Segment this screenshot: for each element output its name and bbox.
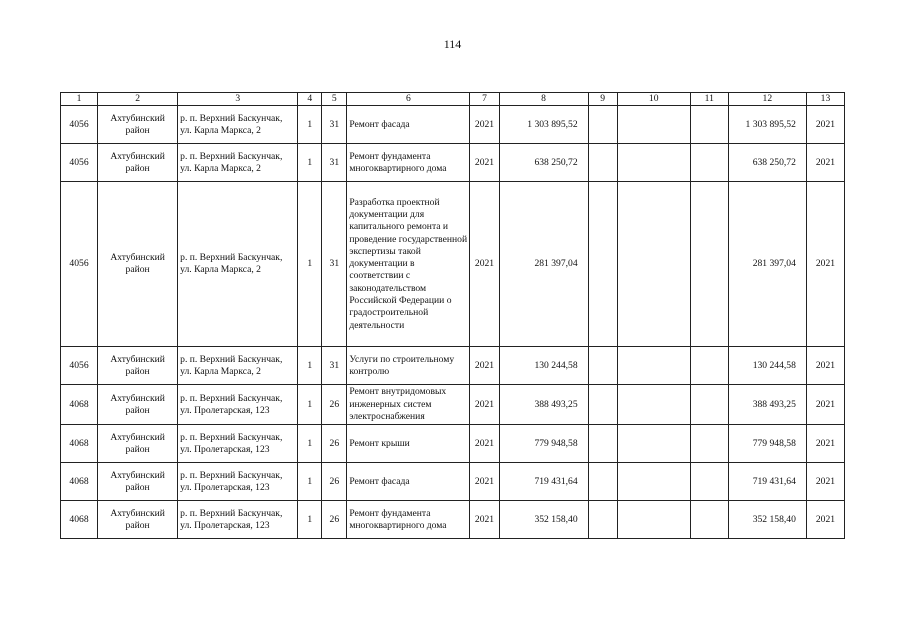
- table-row: [61, 106, 845, 144]
- table-row: [61, 144, 845, 182]
- cell-work-type: Разработка проектной документации для капитального ремонта и проведение государственной экспертизы такой документации в соответствии с законодательством Российской Федерации о градостроительной деятельности: [347, 182, 470, 347]
- cell-empty-11: [690, 182, 728, 347]
- cell-object-id: 4068: [61, 501, 98, 539]
- cell-district: Ахтубинский район: [98, 425, 178, 463]
- cell-empty-9: [588, 425, 617, 463]
- cell-work-type: Ремонт внутридомовых инженерных систем электроснабжения: [347, 385, 470, 425]
- cell-year-end: 2021: [806, 347, 844, 385]
- cell-cost: 281 397,04: [499, 182, 588, 347]
- cell-empty-9: [588, 501, 617, 539]
- cell-year-end: 2021: [806, 425, 844, 463]
- cell-year-end: 2021: [806, 501, 844, 539]
- table-row: [61, 463, 845, 501]
- table-row: [61, 425, 845, 463]
- cell-empty-10: [617, 463, 690, 501]
- header-cell: 2: [98, 93, 178, 106]
- cell-empty-9: [588, 106, 617, 144]
- cell-total-cost: 719 431,64: [728, 463, 806, 501]
- cell-year: 2021: [470, 182, 499, 347]
- cell-empty-10: [617, 501, 690, 539]
- cell-empty-11: [690, 463, 728, 501]
- cell-count: 1: [298, 425, 322, 463]
- cell-object-id: 4056: [61, 106, 98, 144]
- cell-cost: 719 431,64: [499, 463, 588, 501]
- cell-address: р. п. Верхний Баскунчак, ул. Карла Маркса, 2: [178, 144, 298, 182]
- cell-count2: 31: [322, 182, 347, 347]
- cell-address: р. п. Верхний Баскунчак, ул. Пролетарская, 123: [178, 463, 298, 501]
- cell-total-cost: 388 493,25: [728, 385, 806, 425]
- cell-empty-10: [617, 425, 690, 463]
- cell-count2: 26: [322, 463, 347, 501]
- cell-district: Ахтубинский район: [98, 385, 178, 425]
- cell-year-end: 2021: [806, 385, 844, 425]
- header-cell: 3: [178, 93, 298, 106]
- header-cell: 10: [617, 93, 690, 106]
- cell-count2: 31: [322, 144, 347, 182]
- header-cell: 9: [588, 93, 617, 106]
- cell-empty-10: [617, 385, 690, 425]
- cell-count: 1: [298, 463, 322, 501]
- cell-empty-9: [588, 463, 617, 501]
- cell-district: Ахтубинский район: [98, 182, 178, 347]
- cell-empty-11: [690, 385, 728, 425]
- cell-work-type: Ремонт крыши: [347, 425, 470, 463]
- header-cell: 1: [61, 93, 98, 106]
- header-cell: 11: [690, 93, 728, 106]
- cell-year: 2021: [470, 385, 499, 425]
- cell-year: 2021: [470, 463, 499, 501]
- cell-empty-11: [690, 425, 728, 463]
- cell-cost: 1 303 895,52: [499, 106, 588, 144]
- page-number: 114: [443, 37, 462, 51]
- cell-count2: 31: [322, 106, 347, 144]
- cell-work-type: Ремонт фундамента многоквартирного дома: [347, 501, 470, 539]
- cell-object-id: 4068: [61, 463, 98, 501]
- cell-empty-11: [690, 501, 728, 539]
- cell-count: 1: [298, 106, 322, 144]
- header-cell: 8: [499, 93, 588, 106]
- cell-cost: 388 493,25: [499, 385, 588, 425]
- cell-district: Ахтубинский район: [98, 106, 178, 144]
- cell-year-end: 2021: [806, 106, 844, 144]
- cell-total-cost: 352 158,40: [728, 501, 806, 539]
- cell-cost: 130 244,58: [499, 347, 588, 385]
- cell-empty-9: [588, 347, 617, 385]
- cell-district: Ахтубинский район: [98, 501, 178, 539]
- header-cell: 7: [470, 93, 499, 106]
- header-row: [61, 93, 845, 106]
- cell-total-cost: 1 303 895,52: [728, 106, 806, 144]
- cell-object-id: 4056: [61, 182, 98, 347]
- cell-district: Ахтубинский район: [98, 347, 178, 385]
- cell-year: 2021: [470, 425, 499, 463]
- table-row: [61, 385, 845, 425]
- cell-count: 1: [298, 144, 322, 182]
- header-cell: 13: [806, 93, 844, 106]
- cell-work-type: Ремонт фасада: [347, 463, 470, 501]
- cell-total-cost: 638 250,72: [728, 144, 806, 182]
- cell-object-id: 4056: [61, 144, 98, 182]
- cell-cost: 638 250,72: [499, 144, 588, 182]
- cell-year-end: 2021: [806, 144, 844, 182]
- cell-object-id: 4056: [61, 347, 98, 385]
- cell-count: 1: [298, 385, 322, 425]
- cell-district: Ахтубинский район: [98, 463, 178, 501]
- cell-count2: 26: [322, 501, 347, 539]
- cell-count: 1: [298, 501, 322, 539]
- header-cell: 12: [728, 93, 806, 106]
- cell-object-id: 4068: [61, 385, 98, 425]
- cell-total-cost: 779 948,58: [728, 425, 806, 463]
- header-cell: 5: [322, 93, 347, 106]
- header-cell: 4: [298, 93, 322, 106]
- cell-empty-10: [617, 106, 690, 144]
- cell-district: Ахтубинский район: [98, 144, 178, 182]
- cell-empty-9: [588, 385, 617, 425]
- cell-year: 2021: [470, 501, 499, 539]
- cell-work-type: Услуги по строительному контролю: [347, 347, 470, 385]
- cell-address: р. п. Верхний Баскунчак, ул. Карла Маркса, 2: [178, 106, 298, 144]
- cell-year-end: 2021: [806, 182, 844, 347]
- cell-address: р. п. Верхний Баскунчак, ул. Карла Маркса, 2: [178, 182, 298, 347]
- cell-cost: 779 948,58: [499, 425, 588, 463]
- cell-year: 2021: [470, 106, 499, 144]
- cell-year: 2021: [470, 347, 499, 385]
- cell-count2: 31: [322, 347, 347, 385]
- cell-empty-10: [617, 182, 690, 347]
- cell-count2: 26: [322, 385, 347, 425]
- cell-address: р. п. Верхний Баскунчак, ул. Пролетарская, 123: [178, 501, 298, 539]
- cell-cost: 352 158,40: [499, 501, 588, 539]
- header-cell: 6: [347, 93, 470, 106]
- cell-count2: 26: [322, 425, 347, 463]
- cell-empty-10: [617, 144, 690, 182]
- cell-address: р. п. Верхний Баскунчак, ул. Карла Маркса, 2: [178, 347, 298, 385]
- cell-empty-11: [690, 144, 728, 182]
- cell-count: 1: [298, 182, 322, 347]
- cell-empty-10: [617, 347, 690, 385]
- cell-year: 2021: [470, 144, 499, 182]
- capital-repair-table: [60, 92, 845, 539]
- cell-total-cost: 130 244,58: [728, 347, 806, 385]
- table-row: [61, 182, 845, 347]
- cell-empty-9: [588, 182, 617, 347]
- cell-empty-9: [588, 144, 617, 182]
- cell-address: р. п. Верхний Баскунчак, ул. Пролетарская, 123: [178, 385, 298, 425]
- table-row: [61, 501, 845, 539]
- cell-total-cost: 281 397,04: [728, 182, 806, 347]
- cell-work-type: Ремонт фасада: [347, 106, 470, 144]
- cell-year-end: 2021: [806, 463, 844, 501]
- cell-work-type: Ремонт фундамента многоквартирного дома: [347, 144, 470, 182]
- cell-address: р. п. Верхний Баскунчак, ул. Пролетарская, 123: [178, 425, 298, 463]
- table-row: [61, 347, 845, 385]
- cell-object-id: 4068: [61, 425, 98, 463]
- cell-count: 1: [298, 347, 322, 385]
- cell-empty-11: [690, 106, 728, 144]
- cell-empty-11: [690, 347, 728, 385]
